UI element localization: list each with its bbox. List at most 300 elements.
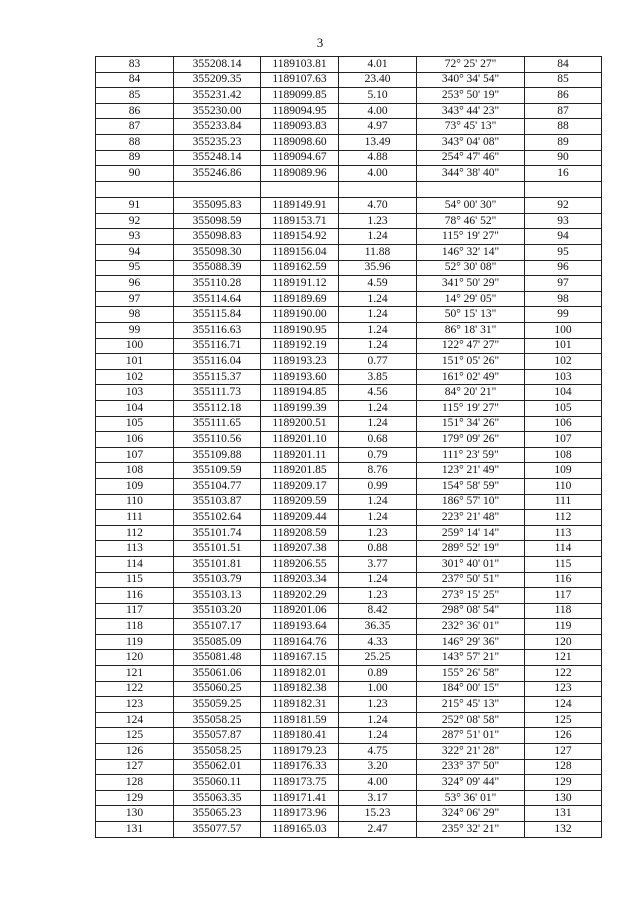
point-number-cell: 121 — [96, 666, 174, 682]
bearing-cell: 259° 14' 14" — [417, 525, 525, 541]
point-number-cell: 83 — [96, 57, 174, 73]
table-row — [96, 478, 602, 494]
y-coordinate-cell: 1189173.96 — [261, 806, 339, 822]
bearing-cell: 115° 19' 27" — [417, 229, 525, 245]
bearing-cell: 184° 00' 15" — [417, 681, 525, 697]
bearing-cell: 232° 36' 01" — [417, 619, 525, 635]
distance-cell: 4.00 — [339, 166, 417, 182]
x-coordinate-cell: 355208.14 — [174, 57, 261, 73]
bearing-cell: 343° 04' 08" — [417, 134, 525, 150]
distance-cell: 3.77 — [339, 556, 417, 572]
bearing-cell: 324° 09' 44" — [417, 775, 525, 791]
table-row — [96, 213, 602, 229]
next-point-number-cell: 16 — [525, 166, 602, 182]
y-coordinate-cell — [261, 181, 339, 198]
point-number-cell: 103 — [96, 385, 174, 401]
point-number-cell: 91 — [96, 198, 174, 214]
next-point-number-cell: 125 — [525, 712, 602, 728]
bearing-cell: 186° 57' 10" — [417, 494, 525, 510]
table-row — [96, 806, 602, 822]
distance-cell: 4.00 — [339, 775, 417, 791]
point-number-cell: 125 — [96, 728, 174, 744]
distance-cell: 1.24 — [339, 712, 417, 728]
point-number-cell: 106 — [96, 432, 174, 448]
table-row — [96, 57, 602, 73]
x-coordinate-cell: 355095.83 — [174, 198, 261, 214]
y-coordinate-cell: 1189171.41 — [261, 790, 339, 806]
bearing-cell: 344° 38' 40" — [417, 166, 525, 182]
point-number-cell: 109 — [96, 478, 174, 494]
distance-cell: 4.59 — [339, 276, 417, 292]
point-number-cell: 117 — [96, 603, 174, 619]
point-number-cell: 126 — [96, 744, 174, 760]
point-number-cell: 114 — [96, 556, 174, 572]
bearing-cell: 86° 18' 31" — [417, 323, 525, 339]
point-number-cell: 111 — [96, 510, 174, 526]
coordinates-table-body — [96, 57, 602, 838]
next-point-number-cell: 97 — [525, 276, 602, 292]
point-number-cell: 113 — [96, 541, 174, 557]
bearing-cell: 341° 50' 29" — [417, 276, 525, 292]
bearing-cell: 161° 02' 49" — [417, 369, 525, 385]
bearing-cell: 111° 23' 59" — [417, 447, 525, 463]
x-coordinate-cell: 355233.84 — [174, 119, 261, 135]
y-coordinate-cell: 1189154.92 — [261, 229, 339, 245]
table-row — [96, 354, 602, 370]
distance-cell: 4.88 — [339, 150, 417, 166]
bearing-cell: 235° 32' 21" — [417, 822, 525, 838]
table-row — [96, 245, 602, 261]
table-row — [96, 712, 602, 728]
point-number-cell: 119 — [96, 634, 174, 650]
x-coordinate-cell: 355115.84 — [174, 307, 261, 323]
point-number-cell: 96 — [96, 276, 174, 292]
x-coordinate-cell: 355103.13 — [174, 588, 261, 604]
point-number-cell: 107 — [96, 447, 174, 463]
bearing-cell: 151° 34' 26" — [417, 416, 525, 432]
table-row — [96, 447, 602, 463]
table-row — [96, 588, 602, 604]
x-coordinate-cell: 355107.17 — [174, 619, 261, 635]
table-row — [96, 681, 602, 697]
next-point-number-cell: 103 — [525, 369, 602, 385]
x-coordinate-cell: 355101.81 — [174, 556, 261, 572]
bearing-cell: 146° 29' 36" — [417, 634, 525, 650]
point-number-cell: 84 — [96, 72, 174, 88]
bearing-cell: 215° 45' 13" — [417, 697, 525, 713]
bearing-cell: 223° 21' 48" — [417, 510, 525, 526]
distance-cell: 1.24 — [339, 229, 417, 245]
x-coordinate-cell: 355098.83 — [174, 229, 261, 245]
point-number-cell: 101 — [96, 354, 174, 370]
y-coordinate-cell: 1189165.03 — [261, 822, 339, 838]
x-coordinate-cell: 355248.14 — [174, 150, 261, 166]
bearing-cell: 273° 15' 25" — [417, 588, 525, 604]
table-row — [96, 572, 602, 588]
x-coordinate-cell: 355058.25 — [174, 744, 261, 760]
next-point-number-cell: 114 — [525, 541, 602, 557]
next-point-number-cell: 102 — [525, 354, 602, 370]
x-coordinate-cell: 355116.63 — [174, 323, 261, 339]
x-coordinate-cell: 355063.35 — [174, 790, 261, 806]
distance-cell: 25.25 — [339, 650, 417, 666]
y-coordinate-cell: 1189206.55 — [261, 556, 339, 572]
bearing-cell: 254° 47' 46" — [417, 150, 525, 166]
distance-cell — [339, 181, 417, 198]
point-number-cell: 87 — [96, 119, 174, 135]
next-point-number-cell — [525, 181, 602, 198]
x-coordinate-cell: 355246.86 — [174, 166, 261, 182]
table-row — [96, 385, 602, 401]
bearing-cell: 122° 47' 27" — [417, 338, 525, 354]
distance-cell: 1.24 — [339, 323, 417, 339]
x-coordinate-cell: 355060.25 — [174, 681, 261, 697]
next-point-number-cell: 121 — [525, 650, 602, 666]
distance-cell: 1.24 — [339, 338, 417, 354]
distance-cell: 1.24 — [339, 510, 417, 526]
point-number-cell: 112 — [96, 525, 174, 541]
next-point-number-cell: 84 — [525, 57, 602, 73]
bearing-cell: 233° 37' 50" — [417, 759, 525, 775]
table-row — [96, 369, 602, 385]
page-number: 3 — [316, 35, 324, 50]
next-point-number-cell: 117 — [525, 588, 602, 604]
bearing-cell: 146° 32' 14" — [417, 245, 525, 261]
bearing-cell: 322° 21' 28" — [417, 744, 525, 760]
y-coordinate-cell: 1189176.33 — [261, 759, 339, 775]
point-number-cell: 90 — [96, 166, 174, 182]
x-coordinate-cell: 355114.64 — [174, 291, 261, 307]
point-number-cell — [96, 181, 174, 198]
point-number-cell: 130 — [96, 806, 174, 822]
next-point-number-cell: 130 — [525, 790, 602, 806]
table-row — [96, 759, 602, 775]
point-number-cell: 95 — [96, 260, 174, 276]
distance-cell: 1.24 — [339, 494, 417, 510]
y-coordinate-cell: 1189162.59 — [261, 260, 339, 276]
table-row — [96, 181, 602, 198]
table-row — [96, 338, 602, 354]
next-point-number-cell: 120 — [525, 634, 602, 650]
y-coordinate-cell: 1189093.83 — [261, 119, 339, 135]
y-coordinate-cell: 1189209.44 — [261, 510, 339, 526]
y-coordinate-cell: 1189094.95 — [261, 103, 339, 119]
bearing-cell: 73° 45' 13" — [417, 119, 525, 135]
point-number-cell: 105 — [96, 416, 174, 432]
table-row — [96, 400, 602, 416]
table-row — [96, 72, 602, 88]
next-point-number-cell: 116 — [525, 572, 602, 588]
point-number-cell: 127 — [96, 759, 174, 775]
y-coordinate-cell: 1189203.34 — [261, 572, 339, 588]
bearing-cell: 123° 21' 49" — [417, 463, 525, 479]
next-point-number-cell: 115 — [525, 556, 602, 572]
next-point-number-cell: 104 — [525, 385, 602, 401]
bearing-cell: 78° 46' 52" — [417, 213, 525, 229]
x-coordinate-cell: 355102.64 — [174, 510, 261, 526]
point-number-cell: 128 — [96, 775, 174, 791]
distance-cell: 3.17 — [339, 790, 417, 806]
y-coordinate-cell: 1189201.85 — [261, 463, 339, 479]
point-number-cell: 89 — [96, 150, 174, 166]
point-number-cell: 131 — [96, 822, 174, 838]
next-point-number-cell: 89 — [525, 134, 602, 150]
next-point-number-cell: 129 — [525, 775, 602, 791]
y-coordinate-cell: 1189209.59 — [261, 494, 339, 510]
x-coordinate-cell: 355057.87 — [174, 728, 261, 744]
table-row — [96, 260, 602, 276]
y-coordinate-cell: 1189098.60 — [261, 134, 339, 150]
distance-cell: 11.88 — [339, 245, 417, 261]
table-row — [96, 432, 602, 448]
y-coordinate-cell: 1189200.51 — [261, 416, 339, 432]
next-point-number-cell: 88 — [525, 119, 602, 135]
bearing-cell: 237° 50' 51" — [417, 572, 525, 588]
table-row — [96, 541, 602, 557]
distance-cell: 4.56 — [339, 385, 417, 401]
point-number-cell: 98 — [96, 307, 174, 323]
distance-cell: 4.97 — [339, 119, 417, 135]
distance-cell: 3.20 — [339, 759, 417, 775]
x-coordinate-cell: 355085.09 — [174, 634, 261, 650]
distance-cell: 4.75 — [339, 744, 417, 760]
x-coordinate-cell: 355088.39 — [174, 260, 261, 276]
y-coordinate-cell: 1189192.19 — [261, 338, 339, 354]
table-row — [96, 463, 602, 479]
bearing-cell: 287° 51' 01" — [417, 728, 525, 744]
y-coordinate-cell: 1189103.81 — [261, 57, 339, 73]
point-number-cell: 86 — [96, 103, 174, 119]
y-coordinate-cell: 1189202.29 — [261, 588, 339, 604]
next-point-number-cell: 118 — [525, 603, 602, 619]
bearing-cell: 289° 52' 19" — [417, 541, 525, 557]
next-point-number-cell: 94 — [525, 229, 602, 245]
point-number-cell: 99 — [96, 323, 174, 339]
distance-cell: 1.23 — [339, 588, 417, 604]
x-coordinate-cell: 355059.25 — [174, 697, 261, 713]
table-row — [96, 525, 602, 541]
bearing-cell: 301° 40' 01" — [417, 556, 525, 572]
next-point-number-cell: 106 — [525, 416, 602, 432]
y-coordinate-cell: 1189190.00 — [261, 307, 339, 323]
y-coordinate-cell: 1189193.23 — [261, 354, 339, 370]
bearing-cell: 343° 44' 23" — [417, 103, 525, 119]
bearing-cell: 14° 29' 05" — [417, 291, 525, 307]
x-coordinate-cell: 355111.73 — [174, 385, 261, 401]
next-point-number-cell: 123 — [525, 681, 602, 697]
x-coordinate-cell: 355103.20 — [174, 603, 261, 619]
next-point-number-cell: 86 — [525, 88, 602, 104]
bearing-cell: 324° 06' 29" — [417, 806, 525, 822]
distance-cell: 13.49 — [339, 134, 417, 150]
y-coordinate-cell: 1189179.23 — [261, 744, 339, 760]
table-row — [96, 276, 602, 292]
distance-cell: 4.70 — [339, 198, 417, 214]
x-coordinate-cell: 355109.88 — [174, 447, 261, 463]
bearing-cell: 340° 34' 54" — [417, 72, 525, 88]
x-coordinate-cell: 355209.35 — [174, 72, 261, 88]
distance-cell: 1.24 — [339, 291, 417, 307]
point-number-cell: 115 — [96, 572, 174, 588]
y-coordinate-cell: 1189209.17 — [261, 478, 339, 494]
bearing-cell: 84° 20' 21" — [417, 385, 525, 401]
y-coordinate-cell: 1189191.12 — [261, 276, 339, 292]
y-coordinate-cell: 1189190.95 — [261, 323, 339, 339]
point-number-cell: 116 — [96, 588, 174, 604]
bearing-cell: 252° 08' 58" — [417, 712, 525, 728]
next-point-number-cell: 113 — [525, 525, 602, 541]
next-point-number-cell: 111 — [525, 494, 602, 510]
point-number-cell: 104 — [96, 400, 174, 416]
x-coordinate-cell: 355077.57 — [174, 822, 261, 838]
point-number-cell: 108 — [96, 463, 174, 479]
bearing-cell: 54° 00' 30" — [417, 198, 525, 214]
distance-cell: 1.24 — [339, 307, 417, 323]
distance-cell: 2.47 — [339, 822, 417, 838]
y-coordinate-cell: 1189099.85 — [261, 88, 339, 104]
table-row — [96, 556, 602, 572]
next-point-number-cell: 119 — [525, 619, 602, 635]
next-point-number-cell: 101 — [525, 338, 602, 354]
y-coordinate-cell: 1189167.15 — [261, 650, 339, 666]
x-coordinate-cell: 355103.79 — [174, 572, 261, 588]
y-coordinate-cell: 1189182.38 — [261, 681, 339, 697]
distance-cell: 0.99 — [339, 478, 417, 494]
distance-cell: 1.24 — [339, 400, 417, 416]
distance-cell: 4.33 — [339, 634, 417, 650]
y-coordinate-cell: 1189149.91 — [261, 198, 339, 214]
bearing-cell: 52° 30' 08" — [417, 260, 525, 276]
x-coordinate-cell: 355098.59 — [174, 213, 261, 229]
table-row — [96, 634, 602, 650]
next-point-number-cell: 110 — [525, 478, 602, 494]
bearing-cell: 253° 50' 19" — [417, 88, 525, 104]
y-coordinate-cell: 1189089.96 — [261, 166, 339, 182]
x-coordinate-cell: 355111.65 — [174, 416, 261, 432]
table-row — [96, 603, 602, 619]
next-point-number-cell: 131 — [525, 806, 602, 822]
bearing-cell: 50° 15' 13" — [417, 307, 525, 323]
table-row — [96, 650, 602, 666]
bearing-cell: 53° 36' 01" — [417, 790, 525, 806]
next-point-number-cell: 112 — [525, 510, 602, 526]
next-point-number-cell: 100 — [525, 323, 602, 339]
distance-cell: 0.89 — [339, 666, 417, 682]
next-point-number-cell: 93 — [525, 213, 602, 229]
x-coordinate-cell: 355058.25 — [174, 712, 261, 728]
point-number-cell: 102 — [96, 369, 174, 385]
table-row — [96, 307, 602, 323]
distance-cell: 5.10 — [339, 88, 417, 104]
next-point-number-cell: 108 — [525, 447, 602, 463]
bearing-cell: 143° 57' 21" — [417, 650, 525, 666]
bearing-cell: 179° 09' 26" — [417, 432, 525, 448]
point-number-cell: 94 — [96, 245, 174, 261]
distance-cell: 0.77 — [339, 354, 417, 370]
point-number-cell: 93 — [96, 229, 174, 245]
table-row — [96, 291, 602, 307]
table-row — [96, 416, 602, 432]
next-point-number-cell: 95 — [525, 245, 602, 261]
point-number-cell: 118 — [96, 619, 174, 635]
bearing-cell: 151° 05' 26" — [417, 354, 525, 370]
x-coordinate-cell: 355101.74 — [174, 525, 261, 541]
y-coordinate-cell: 1189199.39 — [261, 400, 339, 416]
bearing-cell — [417, 181, 525, 198]
next-point-number-cell: 107 — [525, 432, 602, 448]
point-number-cell: 100 — [96, 338, 174, 354]
next-point-number-cell: 90 — [525, 150, 602, 166]
table-row — [96, 198, 602, 214]
distance-cell: 1.24 — [339, 728, 417, 744]
next-point-number-cell: 122 — [525, 666, 602, 682]
x-coordinate-cell: 355098.30 — [174, 245, 261, 261]
bearing-cell: 115° 19' 27" — [417, 400, 525, 416]
x-coordinate-cell: 355065.23 — [174, 806, 261, 822]
x-coordinate-cell: 355116.04 — [174, 354, 261, 370]
table-row — [96, 229, 602, 245]
x-coordinate-cell: 355061.06 — [174, 666, 261, 682]
x-coordinate-cell: 355231.42 — [174, 88, 261, 104]
point-number-cell: 92 — [96, 213, 174, 229]
distance-cell: 4.01 — [339, 57, 417, 73]
distance-cell: 15.23 — [339, 806, 417, 822]
bearing-cell: 72° 25' 27" — [417, 57, 525, 73]
distance-cell: 1.23 — [339, 697, 417, 713]
distance-cell: 0.79 — [339, 447, 417, 463]
x-coordinate-cell: 355101.51 — [174, 541, 261, 557]
point-number-cell: 122 — [96, 681, 174, 697]
distance-cell: 0.88 — [339, 541, 417, 557]
distance-cell: 1.24 — [339, 572, 417, 588]
y-coordinate-cell: 1189094.67 — [261, 150, 339, 166]
point-number-cell: 85 — [96, 88, 174, 104]
x-coordinate-cell: 355230.00 — [174, 103, 261, 119]
next-point-number-cell: 124 — [525, 697, 602, 713]
table-row — [96, 744, 602, 760]
table-row — [96, 88, 602, 104]
table-row — [96, 150, 602, 166]
y-coordinate-cell: 1189181.59 — [261, 712, 339, 728]
x-coordinate-cell: 355112.18 — [174, 400, 261, 416]
distance-cell: 8.76 — [339, 463, 417, 479]
y-coordinate-cell: 1189164.76 — [261, 634, 339, 650]
x-coordinate-cell: 355062.01 — [174, 759, 261, 775]
x-coordinate-cell: 355109.59 — [174, 463, 261, 479]
bearing-cell: 155° 26' 58" — [417, 666, 525, 682]
distance-cell: 1.00 — [339, 681, 417, 697]
table-row — [96, 775, 602, 791]
y-coordinate-cell: 1189201.10 — [261, 432, 339, 448]
distance-cell: 1.23 — [339, 213, 417, 229]
next-point-number-cell: 99 — [525, 307, 602, 323]
x-coordinate-cell: 355110.56 — [174, 432, 261, 448]
table-row — [96, 728, 602, 744]
coordinates-table — [95, 56, 602, 838]
table-row — [96, 494, 602, 510]
distance-cell: 8.42 — [339, 603, 417, 619]
table-row — [96, 166, 602, 182]
distance-cell: 4.00 — [339, 103, 417, 119]
y-coordinate-cell: 1189207.38 — [261, 541, 339, 557]
distance-cell: 1.23 — [339, 525, 417, 541]
table-row — [96, 134, 602, 150]
next-point-number-cell: 98 — [525, 291, 602, 307]
y-coordinate-cell: 1189156.04 — [261, 245, 339, 261]
next-point-number-cell: 96 — [525, 260, 602, 276]
distance-cell: 35.96 — [339, 260, 417, 276]
point-number-cell: 123 — [96, 697, 174, 713]
